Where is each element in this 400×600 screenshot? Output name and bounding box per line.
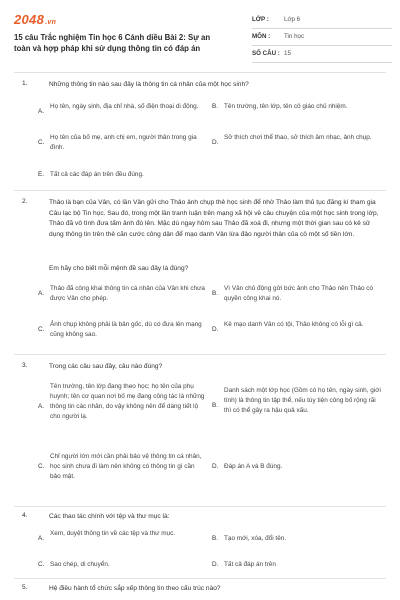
meta-label: MÔN : — [252, 33, 271, 40]
logo-suffix: .vn — [45, 19, 57, 26]
divider — [14, 506, 386, 507]
option-letter: B. — [212, 290, 219, 297]
option-letter: B. — [212, 103, 219, 110]
option-text: Xem, duyệt thông tin về các tệp và thư mục. — [50, 530, 176, 537]
meta-row-count — [252, 46, 392, 63]
option-letter: D. — [212, 139, 219, 146]
option-letter: A. — [38, 108, 45, 115]
logo-text: 2048 — [14, 12, 45, 27]
meta-value: 15 — [284, 50, 291, 57]
option-text: Kẻ mạo danh Vân có tội, Thảo không có lỗi gì cả. — [224, 321, 364, 328]
meta-row-grade — [252, 12, 392, 29]
option-text: Họ tên của bố mẹ, anh chị em, người thân trong gia đình. — [50, 134, 197, 151]
option-letter: D. — [212, 561, 219, 568]
option-text: Tạo mới, xóa, đổi tên. — [224, 535, 287, 542]
option-letter: C. — [38, 139, 45, 146]
meta-row-subject — [252, 29, 392, 46]
question-prompt: Em hãy cho biết mỗi mệnh đề sau đây là đúng? — [49, 265, 189, 272]
question-number: 4. — [22, 512, 28, 519]
option-letter: B. — [212, 535, 219, 542]
worksheet-meta — [252, 12, 392, 63]
option-letter: D. — [212, 326, 219, 333]
option-letter: A. — [38, 290, 45, 297]
option-letter: A. — [38, 403, 45, 410]
option-letter: C. — [38, 326, 45, 333]
option-letter: B. — [212, 402, 219, 409]
divider — [14, 578, 386, 579]
meta-value: Tin học — [284, 33, 305, 40]
option-text: Chỉ người lớn mới cần phải bảo vệ thông tin cá nhân, học sinh chưa đi làm nên không có thông tin gì cần bảo mật. — [50, 453, 202, 480]
meta-value: Lớp 6 — [284, 16, 301, 23]
question-1 — [14, 80, 386, 190]
option-text: Tên trường, tên lớp, tên cô giáo chủ nhiệm. — [224, 103, 348, 110]
option-text: Vì Vân chủ động gửi bức ảnh cho Thảo nên Thảo có quyền công khai nó. — [224, 285, 374, 302]
question-number: 3. — [22, 362, 28, 369]
question-text: Các thao tác chính với tệp và thư mục là: — [49, 513, 170, 520]
question-number: 2. — [22, 198, 28, 205]
option-text: Sao chép, di chuyển. — [50, 561, 110, 568]
option-letter: E. — [38, 171, 45, 178]
option-text: Tất cả các đáp án trên đều đúng. — [50, 171, 144, 178]
option-text: Tên trường, tên lớp đang theo học; họ tên của phụ huynh; tên cơ quan nơi bố mẹ đang công tác là những thông tin các nhân, do vậy không nên để dàng tiết lộ cho người lạ. — [50, 383, 205, 420]
meta-label: SỐ CÂU : — [252, 50, 280, 57]
option-letter: C. — [38, 463, 45, 470]
divider — [14, 72, 386, 73]
question-5 — [14, 584, 386, 598]
worksheet-header — [0, 0, 400, 66]
worksheet-title: 15 câu Trắc nghiệm Tin học 6 Cánh diều Bài 2: Sự an toàn và hợp pháp khi sử dụng thông tin có đáp án — [14, 33, 211, 53]
question-3 — [14, 362, 386, 502]
option-text: Danh sách một lớp học (Gồm có họ tên, ngày sinh, giới tính) là thông tin tập thể, nếu tùy tiện công bố rộng rãi thì có thể gây ra hậu quả xấu. — [224, 387, 381, 414]
divider — [14, 354, 386, 355]
question-text: Thảo là bạn của Vân, có lần Vân gửi cho Thảo ảnh chụp thẻ học sinh để nhờ Thảo làm thủ tục đăng kí tham gia Câu lạc bộ Tin học. Sau đó, trong một lần tranh luận trên mạng xã hội về câu chuyện của một học sinh trong lớp, Thảo đã vô tình đưa tấm ảnh đó lên. Mặc dù ngay hôm sau Thảo đã xoá đi, nhưng một thời gian sau có kẻ sử dụng thông tin trên thẻ căn cước công dân để mạo danh Vân lừa đảo người thân của cô một số tiền lớn. — [49, 199, 379, 238]
question-text: Trong các câu sau đây, câu nào đúng? — [49, 363, 163, 370]
question-4 — [14, 512, 386, 580]
meta-label: LỚP : — [252, 16, 269, 23]
option-text: Họ tên, ngày sinh, địa chỉ nhà, số điện thoại di động. — [50, 103, 199, 110]
option-text: Thảo đã công khai thông tin cá nhân của Vân khi chưa được Vân cho phép. — [50, 285, 205, 302]
question-number: 5. — [22, 584, 28, 591]
option-text: Tất cả đáp án trên — [224, 561, 276, 568]
question-text: Hệ điều hành tổ chức sắp xếp thông tin theo cấu trúc nào? — [49, 585, 221, 592]
option-text: Đáp án A và B đúng. — [224, 463, 283, 470]
divider — [14, 190, 386, 191]
option-letter: D. — [212, 463, 219, 470]
question-number: 1. — [22, 80, 28, 87]
question-2 — [14, 198, 386, 348]
option-text: Sở thích chơi thể thao, sở thích âm nhạc, ảnh chụp. — [224, 134, 372, 141]
option-letter: C. — [38, 561, 45, 568]
question-text: Những thông tin nào sau đây là thông tin cá nhân của một học sinh? — [49, 81, 249, 88]
option-letter: A. — [38, 535, 45, 542]
option-text: Ảnh chụp không phải là bản gốc, dù có đưa lên mạng cũng không sao. — [50, 321, 202, 338]
site-logo[interactable] — [14, 12, 56, 27]
